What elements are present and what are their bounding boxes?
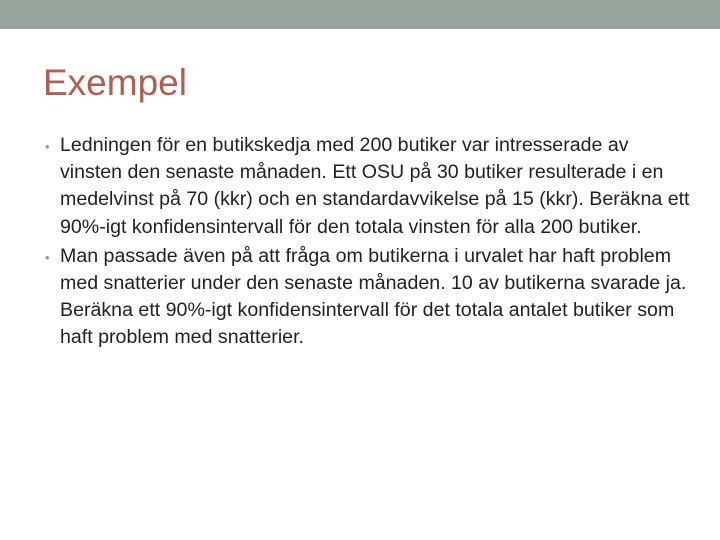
bullet-item (43, 243, 693, 352)
slide-title: Exempel (43, 62, 187, 103)
bullet-dot-icon: • (45, 249, 50, 265)
bullet-text: Man passade även på att fråga om butikerna i urvalet har haft problem med snatterier under den senaste månaden. 10 av butikerna svarade ja. Beräkna ett 90%-igt konfidensintervall för det totala antalet butiker som haft problem med snatterier. (60, 244, 687, 349)
top-accent-band (0, 0, 720, 29)
bullet-list (43, 132, 693, 354)
bullet-dot-icon: • (45, 139, 50, 154)
bullet-text: Ledningen för en butikskedja med 200 butiker var intresserade av vinsten den senaste månaden. Ett OSU på 30 butiker resulterade i en medelvinst på 70 (kkr) och en standardavvikelse på 15 (kkr). Beräkna ett 90%-igt konfidensintervall för den totala vinsten för alla 200 butiker. (60, 134, 690, 238)
bullet-item (43, 132, 693, 241)
